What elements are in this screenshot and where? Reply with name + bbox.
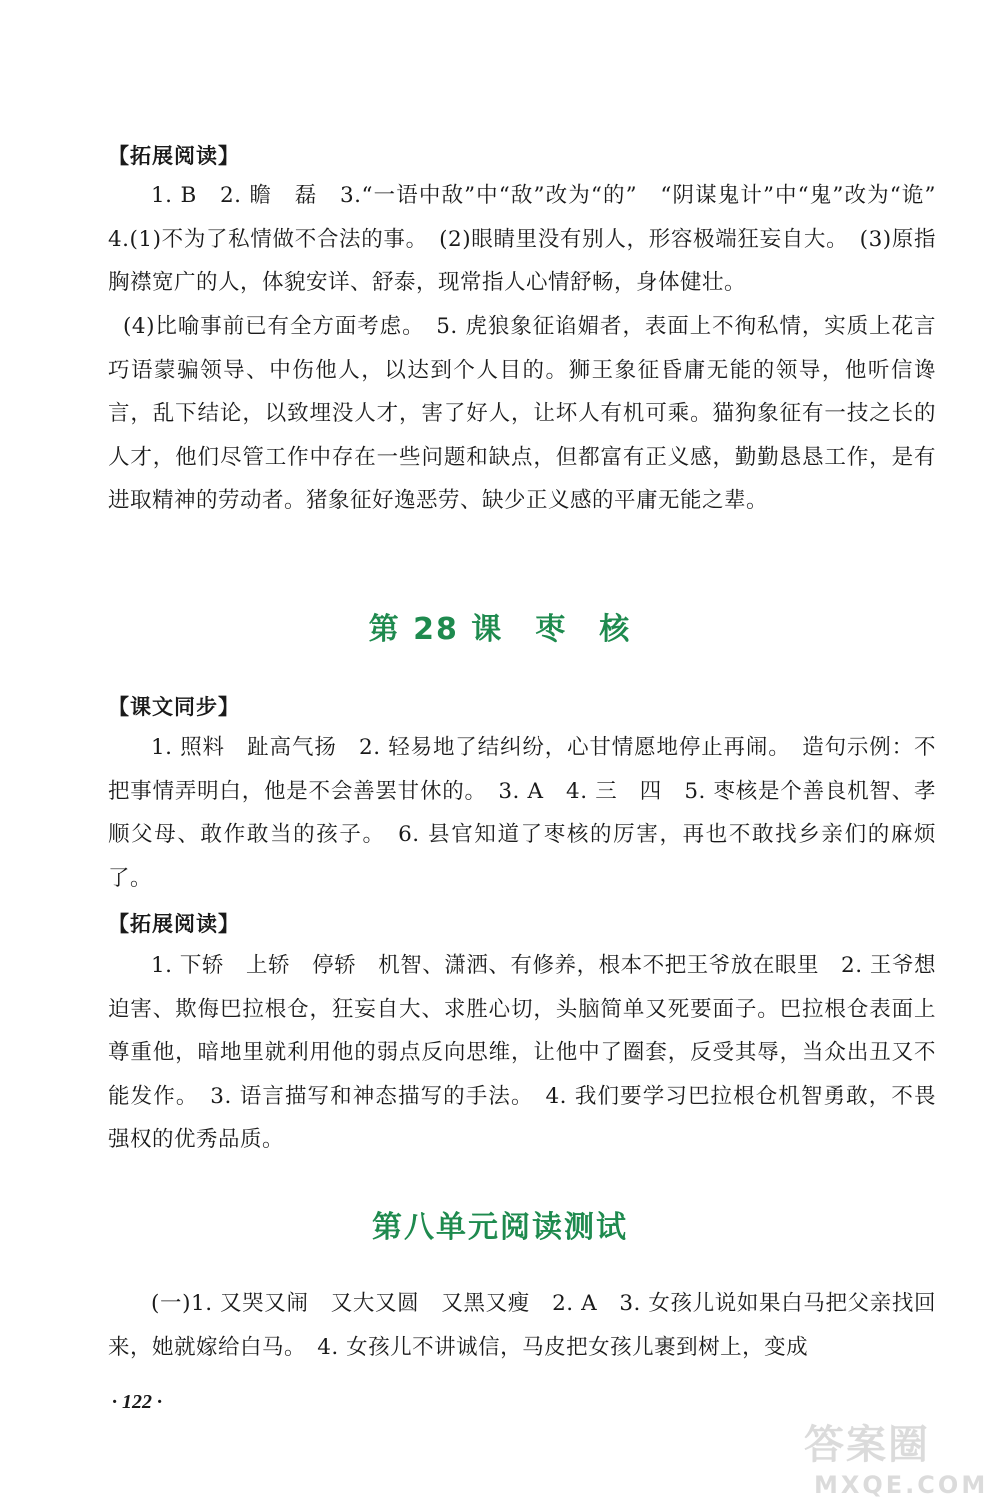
section-label-extended-reading-2: 【拓展阅读】 [108,912,240,936]
section-label-extended-reading-1: 【拓展阅读】 [108,144,240,168]
page-number: · 122 · [112,1391,162,1413]
section-label-text-sync: 【课文同步】 [108,695,240,719]
answer-paragraph-5: (一)1. 又哭又闹 又大又圆 又黑又瘦 2. A 3. 女孩儿说如果白马把父亲找回来，她就嫁给白马。 4. 女孩儿不讲诚信，马皮把女孩儿裹到树上，变成 [108,1291,936,1360]
answer-paragraph-4: 1. 下轿 上轿 停轿 机智、潇洒、有修养，根本不把王爷放在眼里 2. 王爷想迫害、欺侮巴拉根仓，狂妄自大、求胜心切，头脑简单又死要面子。巴拉根仓表面上尊重他，暗地里就利用他的弱点反向思维，让他中了圈套，反受其辱，当众出丑又不能发作。 3. 语言描写和神态描写的手法。 4. 我们要学习巴拉根仓机智勇敢，不畏强权的优秀品质。 [108,953,936,1152]
answer-paragraph-2: (4)比喻事前已有全方面考虑。 5. 虎狼象征谄媚者，表面上不徇私情，实质上花言巧语蒙骗领导、中伤他人，以达到个人目的。狮王象征昏庸无能的领导，他听信谗言，乱下结论，以致埋没人才，害了好人，让坏人有机可乘。猫狗象征有一技之长的人才，他们尽管工作中存在一些问题和缺点，但都富有正义感，勤勤恳恳工作，是有进取精神的劳动者。猪象征好逸恶劳、缺少正义感的平庸无能之辈。 [108,314,936,513]
lesson-title: 第 28 课 枣 核 [368,612,632,647]
watermark-text-bottom: MXQE.COM [814,1471,989,1499]
watermark-logo [794,1405,994,1505]
answer-paragraph-1: 1. B 2. 瞻 磊 3.“一语中敌”中“敌”改为“的” “阴谋鬼计”中“鬼”改为“诡” 4.(1)不为了私情做不合法的事。 (2)眼睛里没有别人，形容极端狂妄自大。 (3)原指胸襟宽广的人，体貌安详、舒泰，现常指人心情舒畅，身体健壮。 [108,183,959,295]
answer-paragraph-3: 1. 照料 趾高气扬 2. 轻易地了结纠纷，心甘情愿地停止再闹。 造句示例：不把事情弄明白，他是不会善罢甘休的。 3. A 4. 三 四 5. 枣核是个善良机智、孝顺父母、敢作敢当的孩子。 6. 县官知道了枣核的厉害，再也不敢找乡亲们的麻烦了。 [108,735,936,891]
watermark-text-top: 答案圈 [804,1422,930,1468]
unit-title: 第八单元阅读测试 [372,1210,628,1245]
